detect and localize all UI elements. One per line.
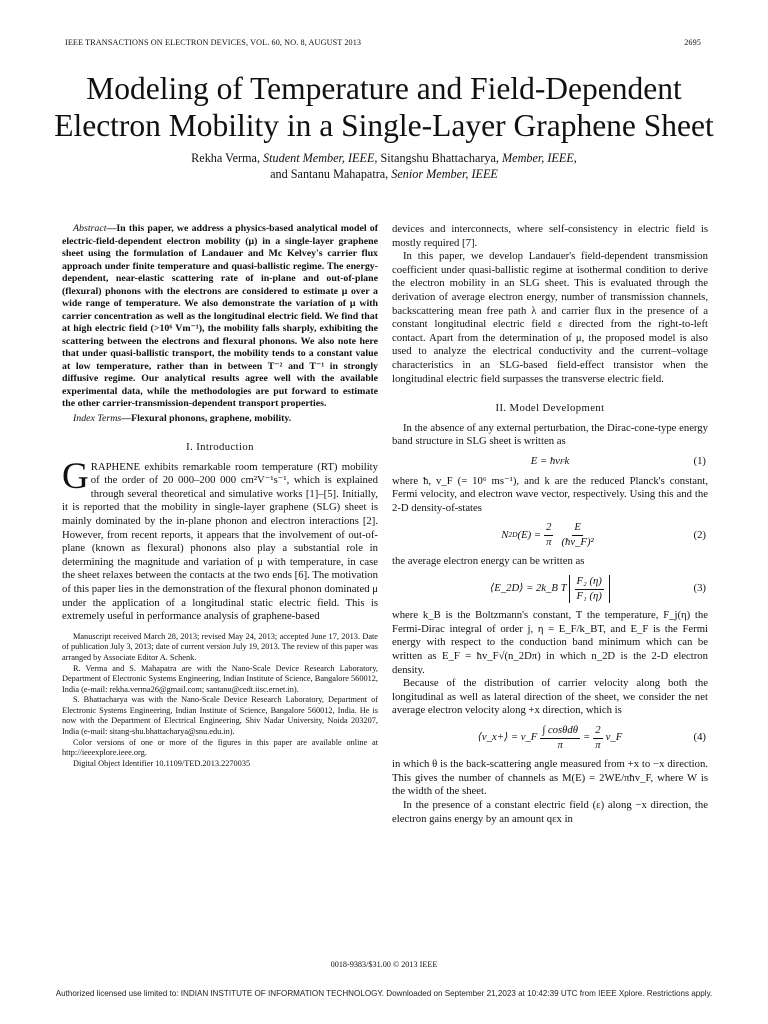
paragraph: in which θ is the back-scattering angle measured from +x to −x direction. This gives the number of channels as M(E) = 2WE/πħv_F, where W is the width of the sheet. <box>392 758 708 798</box>
author-name: Rekha Verma, <box>191 151 264 165</box>
section-heading-model: II. Model Development <box>495 402 605 415</box>
footnote-affiliation-2: S. Bhattacharya was with the Nano-Scale Device Research Laboratory, Department of Electronic Systems Engineering, Indian Institute of Science, Bangalore 560012, India. He is now with the Department of Electrical Engineering, Shiv Nadar University, Noida 203207, India (e-mail: sitang-shu.bhattacharya@snu.edu.in). <box>62 695 378 737</box>
frac-bottom: (ħv_F)² <box>561 535 594 548</box>
abstract-text: —In this paper, we address a physics-based analytical model of electric-field-dependent electron mobility (μ) in a single-layer graphene sheet using the formulation of Landauer and Mc Kelvey's carrier flux approach under finite temperature and quasi-ballistic regime. The energy-dependent, near-elastic scattering rate of in-plane and out-of-plane (flexural) phonons with the electrons are considered to estimate μ over a wide range of temperature. We also demonstrate the variation of μ with carrier concentration as well as the longitudinal electric field. We find that at high electric field (>10⁶ Vm⁻¹), the mobility falls sharply, exhibiting the scattering between the electrons and flexural phonons. We also note here that under quasi-ballistic transport, the mobility tends to a constant value at low temperature, rather than in between T⁻² and T⁻¹ in strongly diffusive regime. Our analytical results agree well with the available experimental data, while the methodologies are put forward to estimate the other carrier-transmission-dependent transport properties. <box>62 223 378 409</box>
frac-bottom: π <box>557 738 563 751</box>
copyright-line: 0018-9383/$31.00 © 2013 IEEE <box>330 960 438 969</box>
frac-bottom: π <box>595 738 601 751</box>
index-terms-text: —Flexural phonons, graphene, mobility. <box>121 412 292 424</box>
frac-bottom: π <box>546 535 552 548</box>
footnote-affiliation-1: R. Verma and S. Mahapatra are with the Nano-Scale Device Research Laboratory, Department of Electronic Systems Engineering, Indian Institute of Science, Bangalore 560012, India (e-mail: rekha.verma26@gmail.com; santanu@cedt.iisc.ernet.in). <box>62 663 378 694</box>
equation-2: N 2D (E) = $\frac{2}{\pi}$ $\frac{E}{\text{(ħv\_F)²}}$ (2) <box>501 521 706 548</box>
eq-fraction <box>559 521 595 549</box>
eq-fraction <box>575 575 604 603</box>
eq-term: (E) = <box>517 528 542 541</box>
eq-term: ⟨v_x+⟩ = v_F <box>477 731 538 744</box>
eq-term: ⟨E_2D⟩ = 2k_B T <box>490 582 567 595</box>
eq-bracket <box>569 575 610 603</box>
right-column <box>392 223 708 826</box>
paragraph: where k_B is the Boltzmann's constant, T the temperature, F_j(η) the Fermi-Dirac integral of order j, η = E_F/k_BT, and E_F is the Fermi energy with respect to the conduction band minimum which can be written as E_F = ħv_F√(n_2Dπ) in which n_2D is the 2-D electron density. <box>392 609 708 676</box>
equation-number: (3) <box>693 582 706 595</box>
eq-fraction <box>593 724 602 752</box>
frac-top: 2 <box>593 724 602 739</box>
author-role: Member, IEEE <box>502 151 574 165</box>
eq-term: v_F <box>605 731 623 744</box>
left-column <box>62 223 378 769</box>
author-name: and Santanu Mahapatra, <box>270 166 392 181</box>
eq-fraction <box>544 521 553 549</box>
frac-top: E <box>572 521 583 536</box>
paragraph: where ħ, v_F (= 10⁶ ms⁻¹), and k are the reduced Planck's constant, Fermi velocity, and electron wave vector, respectively. Using this and the 2-D density-of-states <box>392 474 708 514</box>
author-separator: , <box>573 151 577 165</box>
equation-3 <box>392 575 708 603</box>
equation-number: (1) <box>693 454 706 467</box>
index-terms <box>62 413 378 426</box>
paragraph: devices and interconnects, where self-consistency in electric field is mostly required [7]. <box>392 223 708 249</box>
drop-cap: G <box>62 455 89 497</box>
intro-paragraph <box>62 455 378 624</box>
footnote-color: Color versions of one or more of the figures in this paper are available online at http://ieeexplore.ieee.org. <box>62 737 378 758</box>
equation-1: E = ħv F k (1) <box>530 454 706 467</box>
frac-bottom: F₁ (η) <box>576 589 602 602</box>
footnote-doi: Digital Object Identifier 10.1109/TED.2013.2270035 <box>73 758 251 768</box>
paragraph: In the absence of any external perturbation, the Dirac-cone-type energy band structure in SLG sheet is written as <box>392 421 708 448</box>
author-name: , Sitangshu Bhattacharya, <box>374 151 503 165</box>
eq-fraction <box>540 724 580 752</box>
equation-4 <box>392 724 708 752</box>
section-heading-introduction: I. Introduction <box>186 441 254 453</box>
equation-number: (4) <box>693 731 706 744</box>
paragraph: In the presence of a constant electric field (ε) along −x direction, the electron gains energy by an amount qεx in <box>392 798 708 825</box>
footnotes <box>62 632 378 770</box>
eq-term: = <box>583 731 591 744</box>
paragraph: In this paper, we develop Landauer's field-dependent transmission coefficient under quasi-ballistic regime at isothermal condition to derive the electron mobility in an SLG sheet. This is evaluated through the derivation of average electron energy, number of transmission channels, backscattering mean free path λ and carrier flux in the presence of a constant longitudinal electric field ε directed from the right-to-left contact. Apart from the determination of μ, the proposed model is also used to analyze the electrical conductivity and the current–voltage characteristics in an SLG-based field-effect transistor when the longitudinal electric field surpasses the transverse electric field. <box>392 250 708 385</box>
page-number: 2695 <box>684 38 701 47</box>
author-role: Senior Member, IEEE <box>391 166 498 181</box>
footnote-manuscript: Manuscript received March 28, 2013; revised May 24, 2013; accepted June 17, 2013. Date of publication July 3, 2013; date of current version July 19, 2013. The review of this paper was arranged by Associate Editor A. Schenk. <box>62 631 378 662</box>
paragraph: Because of the distribution of carrier velocity along both the longitudinal as well as lateral direction of the sheet, we consider the net average electron velocity along +x direction, which is <box>392 677 708 717</box>
author-list <box>40 151 728 182</box>
paper-title: Modeling of Temperature and Field-Dependent Electron Mobility in a Single-Layer Graphene Sheet <box>54 71 714 143</box>
paragraph: the average electron energy can be written as <box>392 555 585 568</box>
frac-top: 2 <box>544 521 553 536</box>
eq-term: k <box>564 454 570 467</box>
frac-top: ∫ cosθdθ <box>540 724 580 739</box>
index-terms-label: Index Terms <box>73 412 122 424</box>
intro-text: RAPHENE exhibits remarkable room temperature (RT) mobility of the order of 20 000–200 000 cm²V⁻¹s⁻¹, which is explained through several theoretical and simulative works [1]–[5]. Initially, it is reported that the mobility in single-layer graphene (SLG) sheet is mainly dominated by the in-plane phonon and electron interactions [2]. However, from recent reports, it appears that the involvement of out-of-plane (known as flexural) phonons also play a substantial role in determining the magnitude and variation of μ with temperature, in case the sheet relaxes between the contacts at the two ends [6]. The motivation of this paper lies in the demonstration of the flexural phonon dominated μ under the application of a longitudinal static electric field. This is extremely useful in performance analysis of graphene-based <box>62 460 378 623</box>
license-notice: Authorized licensed use limited to: INDIAN INSTITUTE OF INFORMATION TECHNOLOGY. Downloaded on September 21,2023 at 10:42:39 UTC from IEEE Xplore. Restrictions apply. <box>55 989 713 998</box>
abstract <box>62 223 378 411</box>
running-head: IEEE TRANSACTIONS ON ELECTRON DEVICES, VOL. 60, NO. 8, AUGUST 2013 <box>65 38 362 47</box>
eq-term: E = ħv <box>530 454 560 467</box>
eq-term: N <box>501 528 509 541</box>
equation-number: (2) <box>693 528 706 541</box>
frac-top: F₂ (η) <box>575 575 604 590</box>
abstract-label: Abstract <box>73 223 107 234</box>
author-role: Student Member, IEEE <box>263 151 375 165</box>
